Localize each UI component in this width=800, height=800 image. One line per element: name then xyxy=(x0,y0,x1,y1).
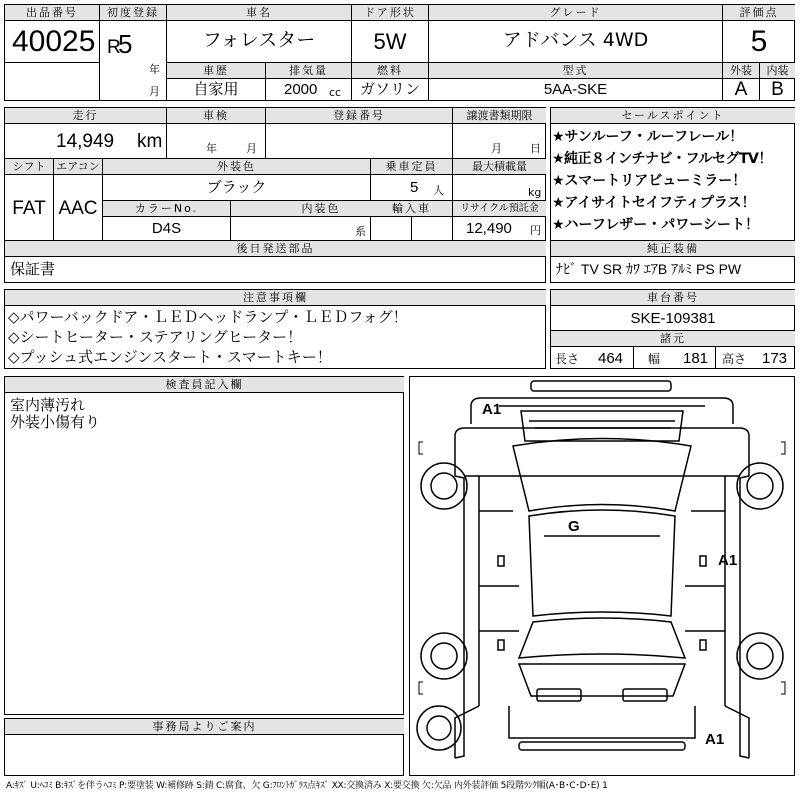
model-header: 型式 xyxy=(429,63,722,78)
displacement-header: 排気量 xyxy=(266,63,351,78)
car-name-header: 車名 xyxy=(167,5,351,20)
later-items-header: 後日発送部品 xyxy=(5,241,546,256)
max-load-header: 最大積載量 xyxy=(453,159,546,174)
mileage-unit: km xyxy=(137,131,163,152)
recycle-unit: 円 xyxy=(530,224,541,237)
reg-no-header: 登録番号 xyxy=(266,108,452,123)
fuel: ガソリン xyxy=(359,80,420,98)
inspector-header: 検査員記入欄 xyxy=(5,377,404,392)
damage-mark-rear: A1 xyxy=(705,731,725,748)
sales-point-3: ★スマートリアビューミラー！ xyxy=(552,173,747,189)
recycle-header: リサイクル預託金 xyxy=(453,201,546,216)
era-letter: R xyxy=(107,37,121,58)
recycle-value: 12,490 xyxy=(466,220,512,237)
note-1: ◇パワーバックドア・ＬＥＤヘッドランプ・ＬＥＤフォグ！ xyxy=(8,308,408,326)
later-items-value: 保証書 xyxy=(10,260,56,278)
capacity-unit: 人 xyxy=(433,184,444,197)
sales-points-header: セールスポイント xyxy=(551,108,795,123)
ext-color-value: ブラック xyxy=(206,178,267,196)
load-unit: kg xyxy=(528,186,542,199)
history-header: 車歴 xyxy=(167,63,265,78)
office-header: 事務局よりご案内 xyxy=(5,719,404,734)
era-year: 5 xyxy=(118,29,133,59)
lot-no-header: 出品番号 xyxy=(5,5,99,20)
color-no-value: D4S xyxy=(151,220,182,237)
history: 自家用 xyxy=(193,80,239,98)
grade-header: グレード xyxy=(429,5,722,20)
lot-number: 40025 xyxy=(12,25,96,58)
mileage-value: 14,949 xyxy=(56,131,115,152)
inspection-year-unit: 年 xyxy=(206,142,217,155)
note-3: ◇プッシュ式エンジンスタート・スマートキー！ xyxy=(8,348,332,366)
car-diagram xyxy=(409,376,795,776)
height-value: 173 xyxy=(762,350,788,367)
length-value: 464 xyxy=(598,350,624,367)
inspection-month-unit: 月 xyxy=(246,142,257,155)
damage-mark-right-side: A1 xyxy=(718,552,738,569)
shift-value: FAT xyxy=(12,198,46,219)
capacity-header: 乗車定員 xyxy=(371,159,452,174)
height-label: 高さ xyxy=(722,352,747,366)
fuel-header: 燃料 xyxy=(352,63,428,78)
int-color-unit: 系 xyxy=(355,225,366,238)
sales-point-5: ★ハーフレザー・パワーシート！ xyxy=(552,217,760,233)
model-code: 5AA-SKE xyxy=(543,81,608,98)
grade: アドバンス 4WD xyxy=(502,29,649,51)
month-unit: 月 xyxy=(149,85,160,98)
int-color-header: 内装色 xyxy=(231,201,411,216)
interior-grade: B xyxy=(771,79,784,100)
aircon-value: AAC xyxy=(58,198,98,219)
import-header-label: 輸入車 xyxy=(371,201,452,216)
damage-mark-front: A1 xyxy=(482,401,502,418)
chassis-number: SKE-109381 xyxy=(630,310,716,327)
shift-header: シフト xyxy=(5,159,53,174)
first-reg-header: 初度登録 xyxy=(100,5,166,20)
transfer-month-unit: 月 xyxy=(491,142,502,155)
score-header: 評価点 xyxy=(723,5,795,20)
equipment-value: ﾅﾋﾞ TV SR ｶﾜ ｴｱB ｱﾙﾐ PS PW xyxy=(556,261,742,277)
color-no-header: カラーNo. xyxy=(103,201,230,216)
sales-point-4: ★アイサイトセイフティプラス！ xyxy=(552,195,756,211)
width-label: 幅 xyxy=(648,352,661,366)
transfer-day-unit: 日 xyxy=(530,142,541,155)
exterior-grade: A xyxy=(734,79,748,100)
interior-header: 内装 xyxy=(760,63,795,78)
exterior-header: 外装 xyxy=(723,63,759,78)
damage-mark-windshield: G xyxy=(568,518,580,535)
inspector-note-1: 室内薄汚れ xyxy=(10,396,86,414)
legend-text: A:ｷｽﾞ U:ﾍｺﾐ B:ｷｽﾞを伴うﾍｺﾐ P:要塗装 W:補修跡 S:錆 C:腐食、欠 G:ﾌﾛﾝﾄｶﾞﾗｽ点ｷｽﾞ XX:交換済み X:要交換 欠:欠品 内外装評価 5段階ﾗﾝｸ順(A･B･C･D･E) 1 xyxy=(6,781,608,791)
capacity-value: 5 xyxy=(410,179,419,196)
chassis-header: 車台番号 xyxy=(551,290,795,305)
length-label: 長さ xyxy=(555,352,580,366)
inspector-note-2: 外装小傷有り xyxy=(10,413,101,431)
door-type: 5W xyxy=(373,29,407,54)
transfer-header: 譲渡書類期限 xyxy=(453,108,546,123)
equipment-header: 純正装備 xyxy=(551,241,795,256)
width-value: 181 xyxy=(683,350,709,367)
score: 5 xyxy=(750,25,768,58)
car-name: フォレスター xyxy=(202,29,316,51)
mileage-header: 走行 xyxy=(5,108,166,123)
ext-color-header: 外装色 xyxy=(103,159,370,174)
year-unit: 年 xyxy=(149,63,160,76)
note-2: ◇シートヒーター・ステアリングヒーター！ xyxy=(8,328,303,346)
specs-header: 諸元 xyxy=(551,331,795,346)
displacement: 2000 xyxy=(284,81,318,98)
inspection-header: 車検 xyxy=(167,108,265,123)
displacement-unit: cc xyxy=(329,86,342,99)
notes-header: 注意事項欄 xyxy=(5,290,546,305)
door-header: ドア形状 xyxy=(352,5,428,20)
aircon-header: エアコン xyxy=(54,159,102,174)
sales-point-2: ★純正８インチナビ・フルセグTV！ xyxy=(552,151,772,167)
sales-point-1: ★サンルーフ・ルーフレール！ xyxy=(552,129,744,145)
